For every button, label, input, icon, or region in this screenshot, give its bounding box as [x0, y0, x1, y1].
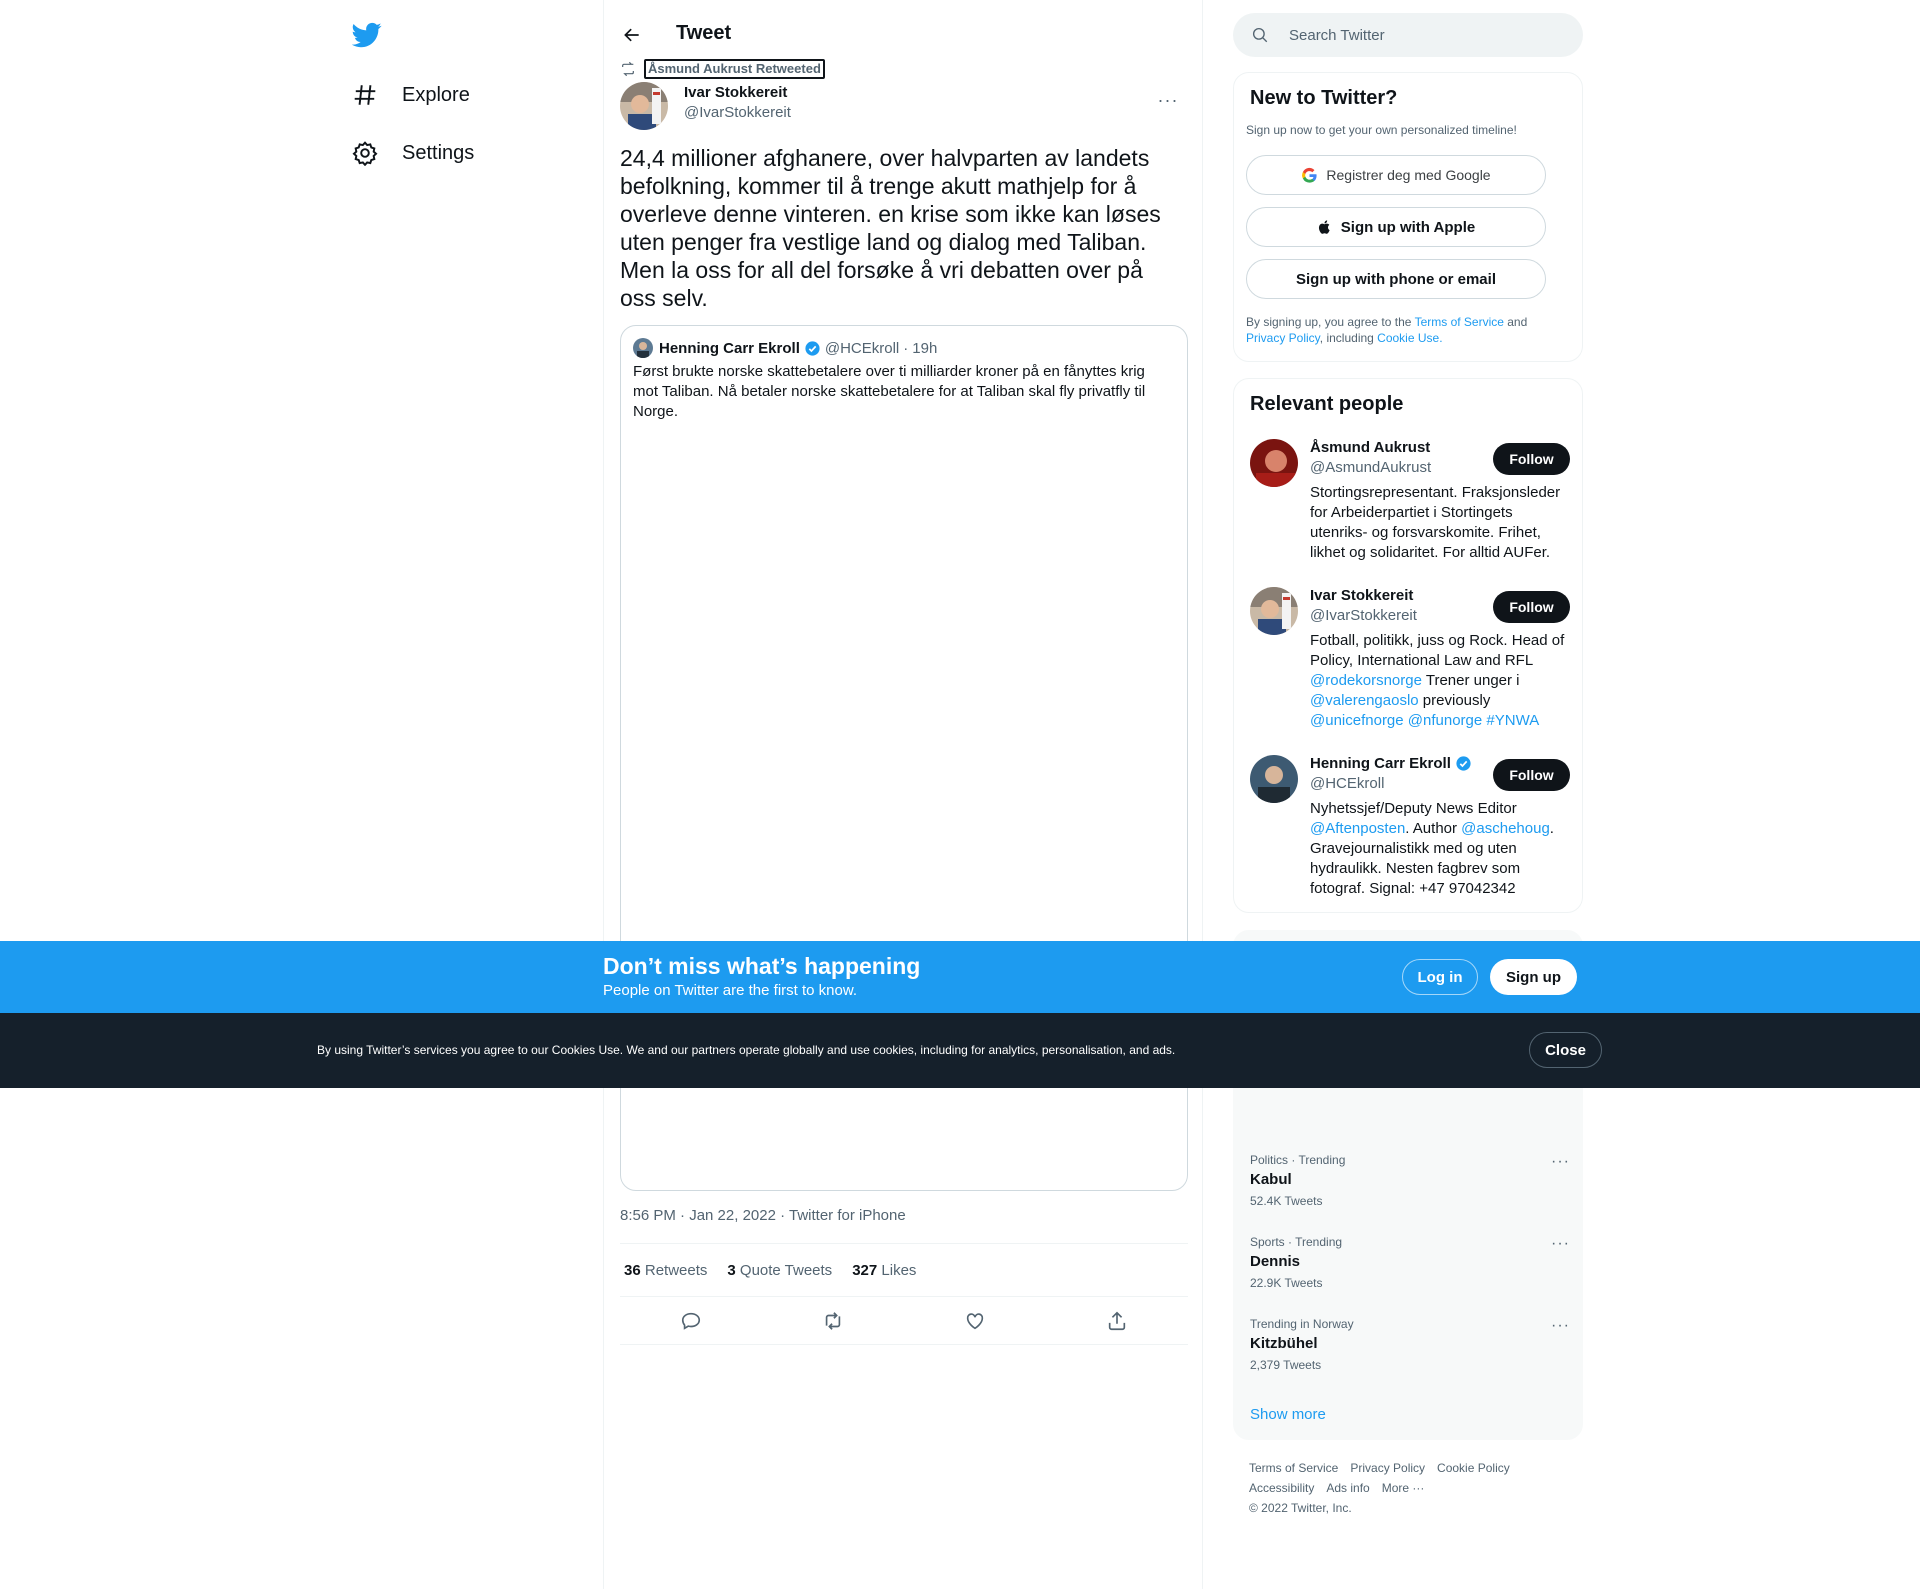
privacy-policy-link[interactable]: Privacy Policy — [1246, 331, 1320, 345]
google-icon — [1301, 167, 1318, 184]
avatar[interactable] — [1250, 587, 1298, 635]
avatar[interactable] — [620, 82, 668, 130]
follow-button[interactable]: Follow — [1493, 443, 1570, 475]
mention-link[interactable]: @rodekorsnorge — [1310, 672, 1422, 689]
person-handle: @HCEkroll — [1310, 775, 1385, 792]
quotes-count: 3 — [727, 1261, 736, 1279]
retweets-stat[interactable] — [624, 1262, 707, 1279]
author-name[interactable]: Ivar Stokkereit — [684, 84, 788, 101]
trend-name: Dennis — [1250, 1253, 1301, 1270]
bio-text: previously — [1418, 692, 1491, 709]
likes-count: 327 — [852, 1261, 878, 1279]
footer-links — [1249, 1458, 1569, 1518]
trend-count: 52.4K Tweets — [1250, 1194, 1323, 1208]
signup-button[interactable]: Sign up — [1490, 959, 1577, 995]
show-more-link[interactable]: Show more — [1250, 1406, 1326, 1423]
relevant-people-card — [1233, 378, 1583, 913]
search-placeholder: Search Twitter — [1289, 26, 1385, 44]
trend-more-icon[interactable]: ··· — [1551, 1317, 1570, 1334]
search-input[interactable] — [1233, 13, 1583, 57]
tweet-stats — [620, 1243, 1188, 1297]
cookie-bar — [0, 1013, 1920, 1088]
trend-name: Kitzbühel — [1250, 1335, 1318, 1352]
likes-stat[interactable] — [852, 1262, 916, 1279]
apple-signup-button[interactable] — [1246, 207, 1546, 247]
bio-text: Nyhetssjef/Deputy News Editor — [1310, 800, 1517, 817]
nav-explore-label: Explore — [402, 83, 470, 106]
terms-of-service-link[interactable]: Terms of Service — [1414, 315, 1504, 329]
apple-signup-label: Sign up with Apple — [1340, 218, 1476, 236]
bio-text: . Author — [1405, 820, 1462, 837]
nav-settings-label: Settings — [402, 141, 475, 164]
avatar[interactable] — [1250, 755, 1298, 803]
trend-category: Sports · Trending — [1250, 1235, 1343, 1249]
quoted-time: 19h — [912, 339, 938, 357]
trend-item[interactable] — [1250, 1235, 1570, 1290]
quotes-stat[interactable] — [727, 1262, 832, 1279]
person-item[interactable] — [1250, 439, 1570, 569]
trend-category: Trending in Norway — [1250, 1317, 1354, 1331]
more-options-icon[interactable]: ··· — [1157, 89, 1179, 110]
footer-terms-link[interactable]: Terms of Service — [1249, 1461, 1339, 1475]
cookie-text: By using Twitter’s services you agree to our Cookies Use. We and our partners operate globally and use cookies, including for analytics, personalisation, and ads. — [317, 1043, 1176, 1057]
tweet-actions — [620, 1297, 1188, 1345]
trend-count: 22.9K Tweets — [1250, 1276, 1323, 1290]
hashtag-link[interactable]: #YNWA — [1486, 712, 1540, 729]
signup-card-subtitle: Sign up now to get your own personalized timeline! — [1246, 123, 1517, 137]
retweet-icon — [620, 61, 636, 77]
search-icon — [1251, 26, 1269, 44]
person-item[interactable] — [1250, 755, 1570, 905]
banner-subtitle: People on Twitter are the first to know. — [603, 982, 858, 999]
terms-and: and — [1503, 315, 1528, 329]
mention-link[interactable]: @valerengaoslo — [1310, 692, 1419, 709]
mention-link[interactable]: @nfunorge — [1407, 712, 1483, 729]
retweets-count: 36 — [624, 1261, 641, 1279]
person-handle: @AsmundAukrust — [1310, 459, 1432, 476]
tweet-timestamp[interactable]: 8:56 PM · Jan 22, 2022 · Twitter for iPhone — [620, 1207, 906, 1224]
main-column — [603, 0, 1203, 1589]
footer-ads-link[interactable]: Ads info — [1326, 1481, 1370, 1495]
person-name: Ivar Stokkereit — [1310, 587, 1414, 604]
nav-explore[interactable] — [352, 70, 470, 120]
person-bio: Stortingsrepresentant. Fraksjonsleder for Arbeiderpartiet i Stortingets utenriks- og forsvarskomite. Frihet, likhet og solidaritet. For alltid AUFer. — [1310, 484, 1561, 561]
google-signup-button[interactable] — [1246, 155, 1546, 195]
retweets-label: Retweets — [644, 1261, 708, 1279]
person-item[interactable] — [1250, 587, 1570, 737]
reply-icon[interactable] — [680, 1310, 702, 1332]
right-sidebar — [1233, 0, 1583, 1589]
gear-icon — [352, 140, 378, 166]
retweeted-by-link[interactable]: Åsmund Aukrust Retweeted — [644, 59, 825, 79]
quoted-separator: · — [903, 339, 909, 357]
signup-card — [1233, 72, 1583, 362]
trend-name: Kabul — [1250, 1171, 1292, 1188]
nav-settings[interactable] — [352, 128, 474, 178]
retweet-context — [620, 58, 825, 80]
google-signup-label: Registrer deg med Google — [1326, 167, 1491, 183]
tweet-text: 24,4 millioner afghanere, over halvparten av landets befolkning, kommer til å trenge akutt mathjelp for å overleve denne vinteren. en krise som ikke kan løses uten penger fra vestlige land og dialog med Taliban. Men la oss for all del forsøke å vri debatten over på oss selv. — [620, 145, 1161, 311]
phone-email-signup-button[interactable] — [1246, 259, 1546, 299]
cookie-use-link[interactable]: Cookie Use. — [1377, 331, 1443, 345]
quoted-author-name: Henning Carr Ekroll — [659, 339, 800, 357]
quotes-label: Quote Tweets — [739, 1261, 833, 1279]
back-button[interactable] — [616, 20, 648, 50]
footer-copyright: © 2022 Twitter, Inc. — [1249, 1501, 1352, 1515]
trend-category: Politics · Trending — [1250, 1153, 1346, 1167]
verified-badge-icon — [1455, 755, 1472, 772]
bio-text: Trener unger i — [1421, 672, 1520, 689]
verified-badge-icon — [804, 340, 821, 357]
trend-count: 2,379 Tweets — [1250, 1358, 1322, 1372]
hashtag-icon — [352, 82, 378, 108]
trend-more-icon[interactable]: ··· — [1551, 1235, 1570, 1252]
left-nav — [340, 0, 580, 1589]
person-name: Åsmund Aukrust — [1310, 439, 1431, 456]
footer-privacy-link[interactable]: Privacy Policy — [1350, 1461, 1426, 1475]
follow-button[interactable]: Follow — [1493, 591, 1570, 623]
share-icon[interactable] — [1106, 1310, 1128, 1332]
phone-email-signup-label: Sign up with phone or email — [1295, 270, 1496, 288]
signup-card-title: New to Twitter? — [1250, 87, 1398, 109]
person-name — [1310, 755, 1472, 772]
cookie-close-button[interactable]: Close — [1529, 1032, 1602, 1068]
footer-more-link[interactable]: More ··· — [1381, 1481, 1425, 1495]
trend-item[interactable] — [1250, 1153, 1570, 1208]
mention-link[interactable]: @Aftenposten — [1310, 820, 1406, 837]
avatar[interactable] — [1250, 439, 1298, 487]
person-bio — [1310, 799, 1566, 899]
person-bio — [1310, 631, 1566, 731]
like-icon[interactable] — [964, 1310, 986, 1332]
terms-including: , including — [1319, 331, 1378, 345]
quoted-tweet-text: Først brukte norske skattebetalere over ti milliarder kroner på en fånyttes krig mot Taliban. Nå betaler norske skattebetalere for at Taliban skal fly privatfly til Norge. — [633, 363, 1146, 420]
relevant-people-title: Relevant people — [1250, 393, 1404, 415]
bio-text: . Gravejournalistikk med og uten hydraulikk. Nesten fagbrev som fotograf. Signal: +47 97042342 — [1310, 820, 1554, 897]
apple-icon — [1317, 219, 1333, 235]
tweet-author — [620, 82, 1188, 130]
footer-accessibility-link[interactable]: Accessibility — [1249, 1481, 1315, 1495]
page-title: Tweet — [676, 22, 732, 44]
terms-prefix: By signing up, you agree to the — [1246, 315, 1415, 329]
mention-link[interactable]: @aschehoug — [1461, 820, 1550, 837]
likes-label: Likes — [881, 1261, 917, 1279]
quoted-author-handle: @HCEkroll — [824, 339, 900, 357]
avatar — [633, 338, 653, 358]
person-handle: @IvarStokkereit — [1310, 607, 1417, 624]
person-name-text: Henning Carr Ekroll — [1310, 755, 1451, 772]
twitter-logo-icon[interactable] — [352, 20, 384, 50]
bio-text: Fotball, politikk, juss og Rock. Head of Policy, International Law and RFL — [1310, 632, 1565, 669]
login-banner — [0, 941, 1920, 1013]
signup-terms — [1246, 314, 1566, 346]
trend-more-icon[interactable]: ··· — [1551, 1153, 1570, 1170]
quoted-tweet-header — [633, 338, 937, 358]
login-button[interactable]: Log in — [1402, 959, 1478, 995]
retweet-action-icon[interactable] — [822, 1310, 844, 1332]
footer-cookie-link[interactable]: Cookie Policy — [1437, 1461, 1510, 1475]
back-arrow-icon — [622, 25, 642, 45]
banner-title: Don’t miss what’s happening — [603, 953, 921, 979]
mention-link[interactable]: @unicefnorge — [1310, 712, 1404, 729]
follow-button[interactable]: Follow — [1493, 759, 1570, 791]
author-handle[interactable]: @IvarStokkereit — [684, 104, 791, 121]
trend-item[interactable] — [1250, 1317, 1570, 1372]
